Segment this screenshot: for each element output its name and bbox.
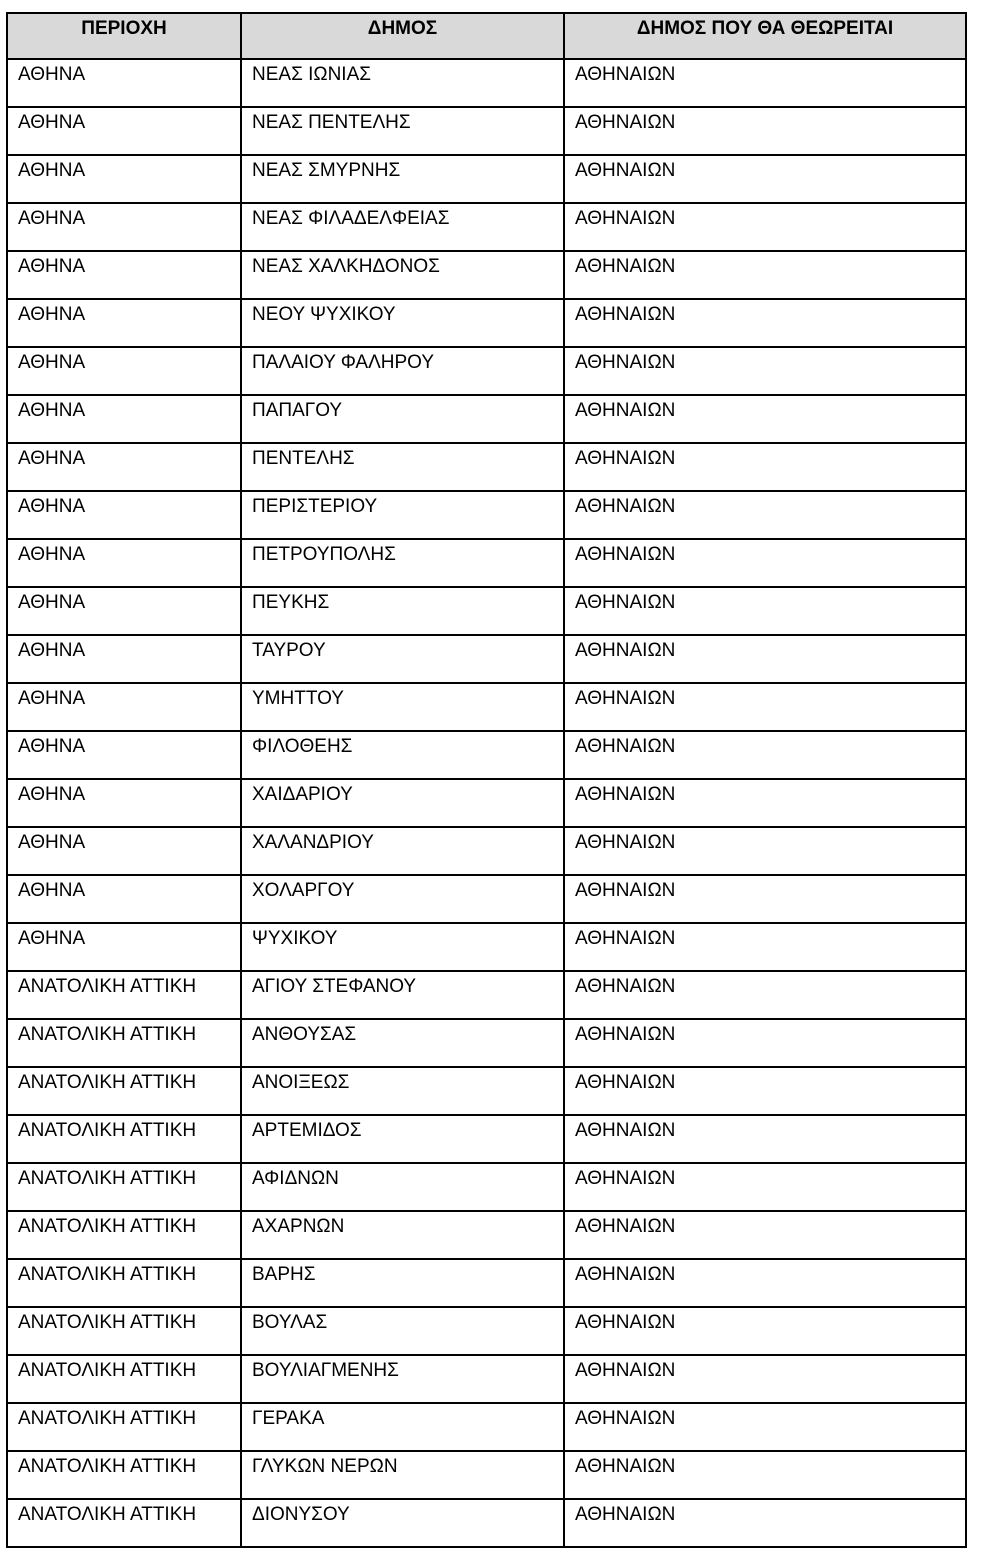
cell-region: ΑΘΗΝΑ xyxy=(7,59,241,107)
cell-region: ΑΘΗΝΑ xyxy=(7,299,241,347)
cell-municipality: ΑΧΑΡΝΩΝ xyxy=(241,1211,564,1259)
table-row xyxy=(7,587,966,635)
table-row xyxy=(7,491,966,539)
cell-region: ΑΝΑΤΟΛΙΚΗ ΑΤΤΙΚΗ xyxy=(7,1403,241,1451)
cell-assigned-municipality: ΑΘΗΝΑΙΩΝ xyxy=(564,971,966,1019)
cell-region: ΑΘΗΝΑ xyxy=(7,155,241,203)
cell-municipality: ΠΕΤΡΟΥΠΟΛΗΣ xyxy=(241,539,564,587)
cell-municipality: ΑΝΘΟΥΣΑΣ xyxy=(241,1019,564,1067)
cell-assigned-municipality: ΑΘΗΝΑΙΩΝ xyxy=(564,1163,966,1211)
cell-municipality: ΝΕΑΣ ΦΙΛΑΔΕΛΦΕΙΑΣ xyxy=(241,203,564,251)
cell-region: ΑΝΑΤΟΛΙΚΗ ΑΤΤΙΚΗ xyxy=(7,1115,241,1163)
cell-assigned-municipality: ΑΘΗΝΑΙΩΝ xyxy=(564,1019,966,1067)
column-header-region: ΠΕΡΙΟΧΗ xyxy=(7,13,241,59)
cell-region: ΑΝΑΤΟΛΙΚΗ ΑΤΤΙΚΗ xyxy=(7,1355,241,1403)
table-row xyxy=(7,1211,966,1259)
cell-municipality: ΤΑΥΡΟΥ xyxy=(241,635,564,683)
cell-assigned-municipality: ΑΘΗΝΑΙΩΝ xyxy=(564,59,966,107)
cell-region: ΑΘΗΝΑ xyxy=(7,251,241,299)
cell-assigned-municipality: ΑΘΗΝΑΙΩΝ xyxy=(564,1499,966,1547)
cell-region: ΑΝΑΤΟΛΙΚΗ ΑΤΤΙΚΗ xyxy=(7,1499,241,1547)
cell-municipality: ΧΑΛΑΝΔΡΙΟΥ xyxy=(241,827,564,875)
cell-municipality: ΒΟΥΛΑΣ xyxy=(241,1307,564,1355)
cell-assigned-municipality: ΑΘΗΝΑΙΩΝ xyxy=(564,1307,966,1355)
cell-municipality: ΠΕΡΙΣΤΕΡΙΟΥ xyxy=(241,491,564,539)
cell-region: ΑΘΗΝΑ xyxy=(7,635,241,683)
table-row xyxy=(7,1163,966,1211)
cell-region: ΑΝΑΤΟΛΙΚΗ ΑΤΤΙΚΗ xyxy=(7,1259,241,1307)
cell-municipality: ΑΡΤΕΜΙΔΟΣ xyxy=(241,1115,564,1163)
table-row xyxy=(7,731,966,779)
cell-region: ΑΘΗΝΑ xyxy=(7,827,241,875)
table-header xyxy=(7,13,966,59)
cell-assigned-municipality: ΑΘΗΝΑΙΩΝ xyxy=(564,1451,966,1499)
cell-region: ΑΘΗΝΑ xyxy=(7,779,241,827)
cell-municipality: ΑΓΙΟΥ ΣΤΕΦΑΝΟΥ xyxy=(241,971,564,1019)
cell-region: ΑΘΗΝΑ xyxy=(7,443,241,491)
cell-municipality: ΝΕΟΥ ΨΥΧΙΚΟΥ xyxy=(241,299,564,347)
cell-assigned-municipality: ΑΘΗΝΑΙΩΝ xyxy=(564,1067,966,1115)
column-header-municipality: ΔΗΜΟΣ xyxy=(241,13,564,59)
municipality-table-container xyxy=(6,12,965,1548)
cell-municipality: ΠΑΛΑΙΟΥ ΦΑΛΗΡΟΥ xyxy=(241,347,564,395)
column-header-assigned-municipality: ΔΗΜΟΣ ΠΟΥ ΘΑ ΘΕΩΡΕΙΤΑΙ xyxy=(564,13,966,59)
cell-assigned-municipality: ΑΘΗΝΑΙΩΝ xyxy=(564,203,966,251)
cell-municipality: ΝΕΑΣ ΙΩΝΙΑΣ xyxy=(241,59,564,107)
table-row xyxy=(7,1403,966,1451)
table-row xyxy=(7,1115,966,1163)
cell-region: ΑΝΑΤΟΛΙΚΗ ΑΤΤΙΚΗ xyxy=(7,1451,241,1499)
cell-municipality: ΥΜΗΤΤΟΥ xyxy=(241,683,564,731)
cell-assigned-municipality: ΑΘΗΝΑΙΩΝ xyxy=(564,1259,966,1307)
cell-assigned-municipality: ΑΘΗΝΑΙΩΝ xyxy=(564,1403,966,1451)
table-row xyxy=(7,779,966,827)
cell-region: ΑΘΗΝΑ xyxy=(7,683,241,731)
cell-assigned-municipality: ΑΘΗΝΑΙΩΝ xyxy=(564,251,966,299)
cell-region: ΑΝΑΤΟΛΙΚΗ ΑΤΤΙΚΗ xyxy=(7,1067,241,1115)
cell-assigned-municipality: ΑΘΗΝΑΙΩΝ xyxy=(564,491,966,539)
cell-municipality: ΝΕΑΣ ΠΕΝΤΕΛΗΣ xyxy=(241,107,564,155)
cell-municipality: ΒΟΥΛΙΑΓΜΕΝΗΣ xyxy=(241,1355,564,1403)
table-row xyxy=(7,1259,966,1307)
table-row xyxy=(7,1499,966,1547)
cell-assigned-municipality: ΑΘΗΝΑΙΩΝ xyxy=(564,395,966,443)
cell-region: ΑΘΗΝΑ xyxy=(7,203,241,251)
table-row xyxy=(7,395,966,443)
table-row xyxy=(7,347,966,395)
cell-assigned-municipality: ΑΘΗΝΑΙΩΝ xyxy=(564,1115,966,1163)
cell-municipality: ΠΕΝΤΕΛΗΣ xyxy=(241,443,564,491)
municipality-table xyxy=(6,12,967,1548)
cell-region: ΑΘΗΝΑ xyxy=(7,923,241,971)
cell-municipality: ΓΛΥΚΩΝ ΝΕΡΩΝ xyxy=(241,1451,564,1499)
cell-assigned-municipality: ΑΘΗΝΑΙΩΝ xyxy=(564,443,966,491)
table-row xyxy=(7,443,966,491)
table-row xyxy=(7,59,966,107)
cell-assigned-municipality: ΑΘΗΝΑΙΩΝ xyxy=(564,923,966,971)
cell-region: ΑΘΗΝΑ xyxy=(7,587,241,635)
table-body xyxy=(7,59,966,1547)
table-row xyxy=(7,875,966,923)
table-row xyxy=(7,203,966,251)
cell-assigned-municipality: ΑΘΗΝΑΙΩΝ xyxy=(564,107,966,155)
cell-region: ΑΝΑΤΟΛΙΚΗ ΑΤΤΙΚΗ xyxy=(7,1211,241,1259)
cell-region: ΑΘΗΝΑ xyxy=(7,875,241,923)
cell-region: ΑΝΑΤΟΛΙΚΗ ΑΤΤΙΚΗ xyxy=(7,1019,241,1067)
cell-region: ΑΘΗΝΑ xyxy=(7,491,241,539)
table-row xyxy=(7,155,966,203)
cell-municipality: ΔΙΟΝΥΣΟΥ xyxy=(241,1499,564,1547)
cell-municipality: ΑΝΟΙΞΕΩΣ xyxy=(241,1067,564,1115)
cell-region: ΑΝΑΤΟΛΙΚΗ ΑΤΤΙΚΗ xyxy=(7,971,241,1019)
table-row xyxy=(7,1307,966,1355)
cell-municipality: ΦΙΛΟΘΕΗΣ xyxy=(241,731,564,779)
cell-assigned-municipality: ΑΘΗΝΑΙΩΝ xyxy=(564,635,966,683)
cell-assigned-municipality: ΑΘΗΝΑΙΩΝ xyxy=(564,731,966,779)
cell-municipality: ΠΕΥΚΗΣ xyxy=(241,587,564,635)
table-row xyxy=(7,971,966,1019)
cell-municipality: ΑΦΙΔΝΩΝ xyxy=(241,1163,564,1211)
cell-assigned-municipality: ΑΘΗΝΑΙΩΝ xyxy=(564,347,966,395)
cell-region: ΑΘΗΝΑ xyxy=(7,395,241,443)
cell-region: ΑΘΗΝΑ xyxy=(7,347,241,395)
cell-municipality: ΠΑΠΑΓΟΥ xyxy=(241,395,564,443)
cell-assigned-municipality: ΑΘΗΝΑΙΩΝ xyxy=(564,779,966,827)
cell-municipality: ΝΕΑΣ ΧΑΛΚΗΔΟΝΟΣ xyxy=(241,251,564,299)
cell-municipality: ΧΟΛΑΡΓΟΥ xyxy=(241,875,564,923)
table-row xyxy=(7,1067,966,1115)
cell-assigned-municipality: ΑΘΗΝΑΙΩΝ xyxy=(564,683,966,731)
table-row xyxy=(7,299,966,347)
table-row xyxy=(7,635,966,683)
cell-municipality: ΨΥΧΙΚΟΥ xyxy=(241,923,564,971)
cell-assigned-municipality: ΑΘΗΝΑΙΩΝ xyxy=(564,827,966,875)
cell-assigned-municipality: ΑΘΗΝΑΙΩΝ xyxy=(564,587,966,635)
table-row xyxy=(7,539,966,587)
table-row xyxy=(7,107,966,155)
cell-assigned-municipality: ΑΘΗΝΑΙΩΝ xyxy=(564,875,966,923)
cell-region: ΑΘΗΝΑ xyxy=(7,107,241,155)
table-row xyxy=(7,923,966,971)
header-row xyxy=(7,13,966,59)
table-row xyxy=(7,251,966,299)
cell-assigned-municipality: ΑΘΗΝΑΙΩΝ xyxy=(564,155,966,203)
cell-assigned-municipality: ΑΘΗΝΑΙΩΝ xyxy=(564,1211,966,1259)
table-row xyxy=(7,683,966,731)
cell-region: ΑΘΗΝΑ xyxy=(7,731,241,779)
cell-region: ΑΝΑΤΟΛΙΚΗ ΑΤΤΙΚΗ xyxy=(7,1307,241,1355)
cell-region: ΑΘΗΝΑ xyxy=(7,539,241,587)
cell-municipality: ΝΕΑΣ ΣΜΥΡΝΗΣ xyxy=(241,155,564,203)
cell-municipality: ΓΕΡΑΚΑ xyxy=(241,1403,564,1451)
cell-assigned-municipality: ΑΘΗΝΑΙΩΝ xyxy=(564,299,966,347)
cell-region: ΑΝΑΤΟΛΙΚΗ ΑΤΤΙΚΗ xyxy=(7,1163,241,1211)
table-row xyxy=(7,1451,966,1499)
cell-assigned-municipality: ΑΘΗΝΑΙΩΝ xyxy=(564,1355,966,1403)
cell-municipality: ΧΑΙΔΑΡΙΟΥ xyxy=(241,779,564,827)
table-row xyxy=(7,1355,966,1403)
table-row xyxy=(7,827,966,875)
cell-assigned-municipality: ΑΘΗΝΑΙΩΝ xyxy=(564,539,966,587)
table-row xyxy=(7,1019,966,1067)
cell-municipality: ΒΑΡΗΣ xyxy=(241,1259,564,1307)
